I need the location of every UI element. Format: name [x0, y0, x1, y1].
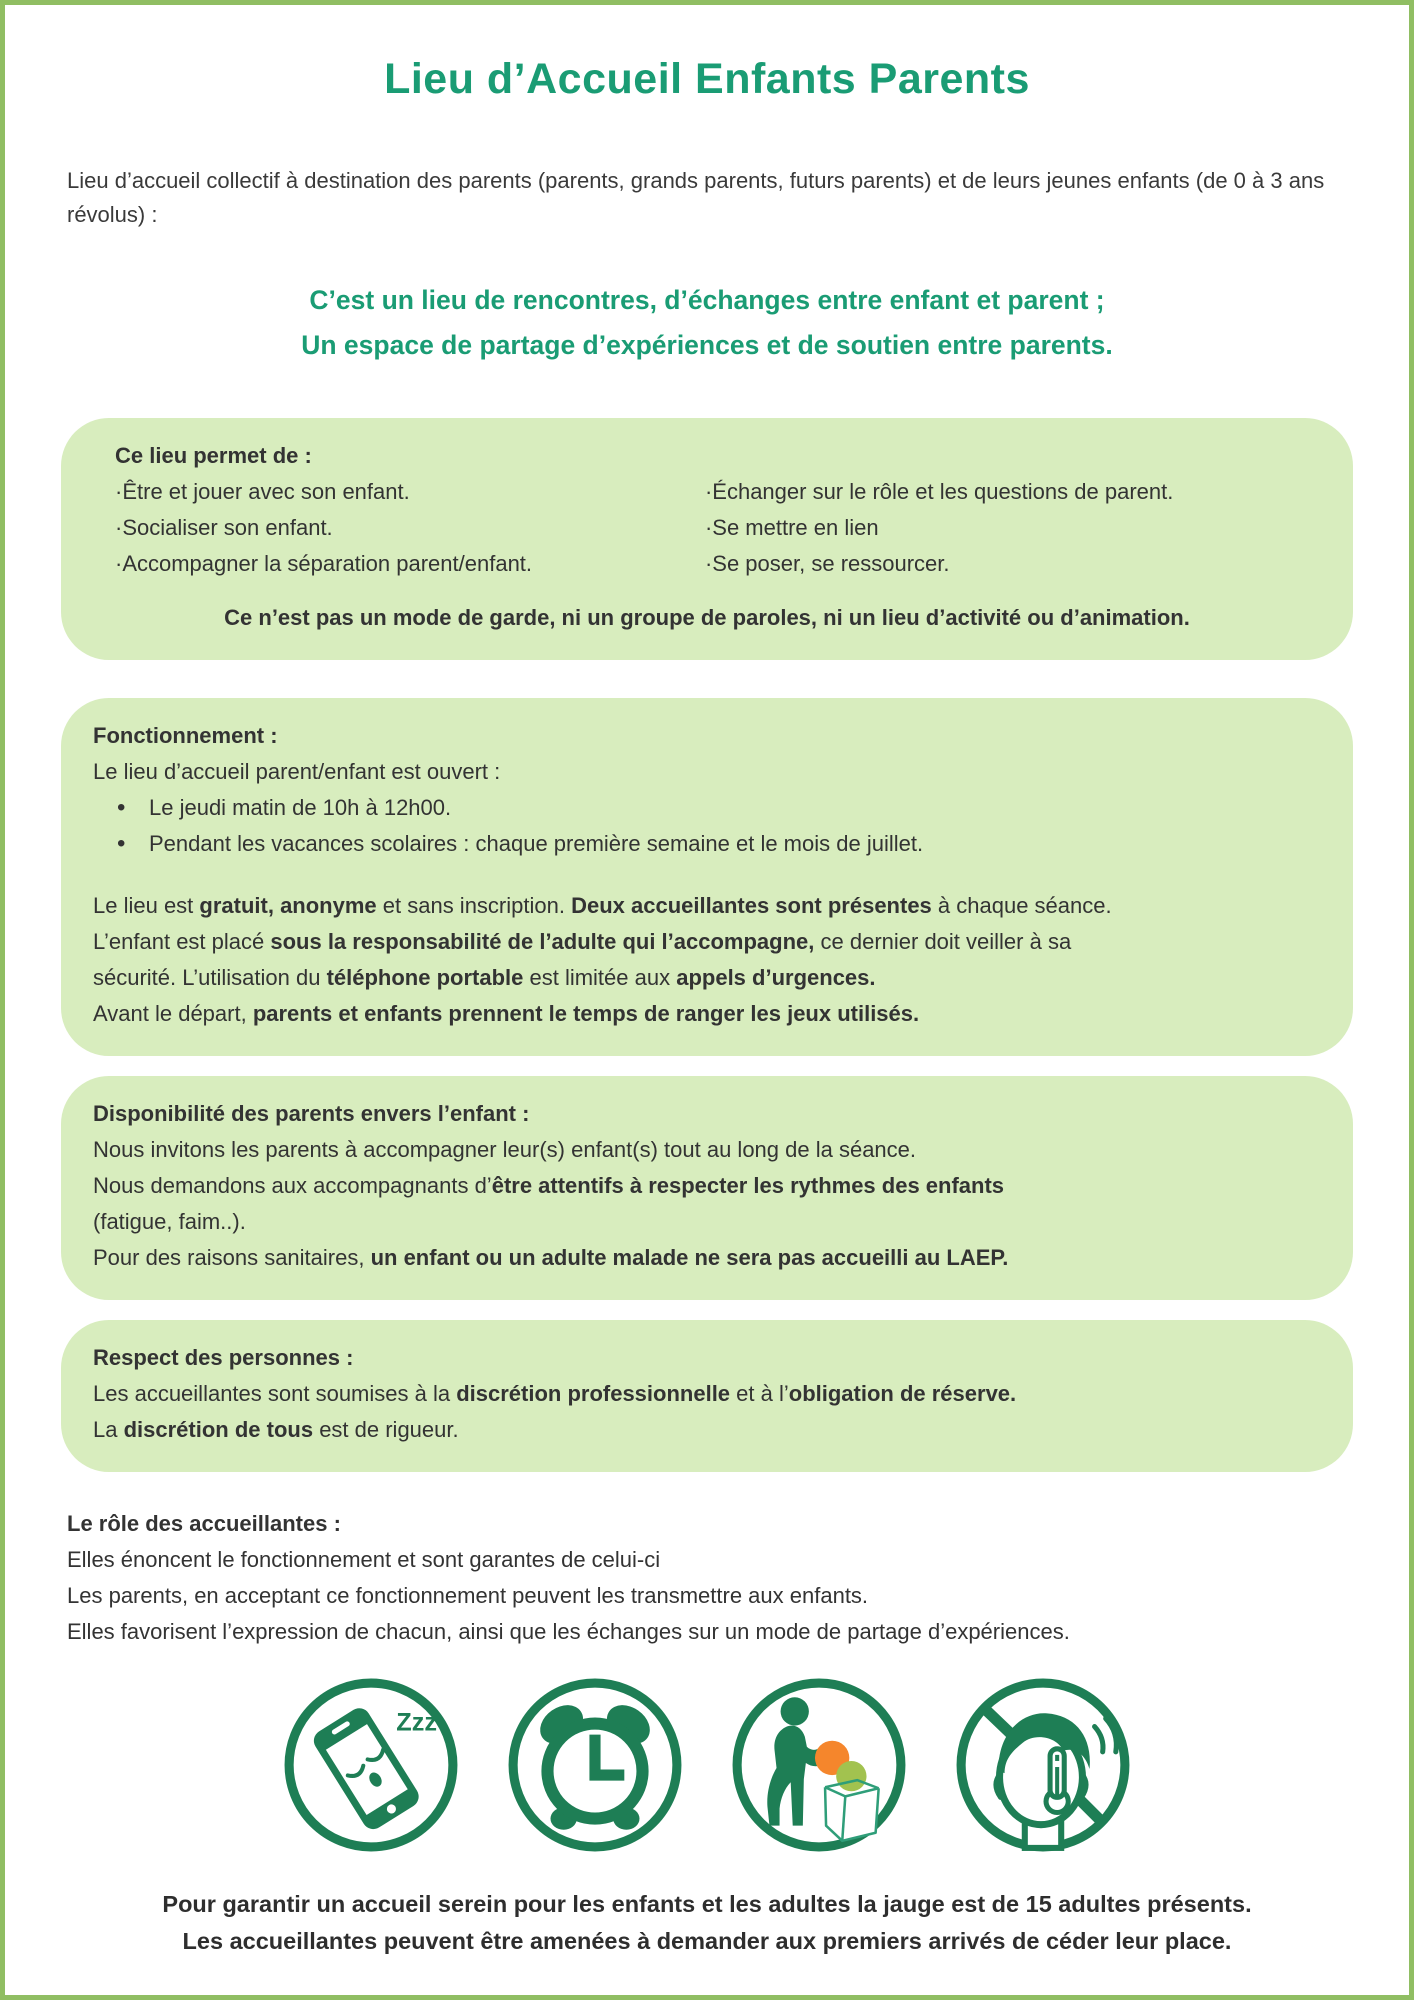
permet-item: ·Être et jouer avec son enfant. [115, 479, 410, 504]
disponibilite-line: (fatigue, faim..). [93, 1209, 246, 1234]
permet-item: ·Socialiser son enfant. [115, 515, 333, 540]
permet-column-1 [115, 474, 705, 582]
role-line: Les parents, en acceptant ce fonctionnement peuvent les transmettre aux enfants. [67, 1583, 869, 1608]
capacity-notice [5, 1886, 1409, 1960]
tagline [5, 278, 1409, 368]
fonctionnement-intro: Le lieu d’accueil parent/enfant est ouvert : [93, 759, 501, 784]
zzz-label: Zzz [396, 1708, 437, 1737]
permet-column-2 [705, 474, 1319, 582]
intro-paragraph: Lieu d’accueil collectif à destination des parents (parents, grands parents, futurs parents) et de leurs jeunes enfants (de 0 à 3 ans révolus) : [67, 168, 1325, 227]
fonctionnement-line: Avant le départ, parents et enfants prennent le temps de ranger les jeux utilisés. [93, 1001, 920, 1026]
sleeping-phone-icon [280, 1674, 462, 1856]
page-title: Lieu d’Accueil Enfants Parents [384, 55, 1030, 103]
fonctionnement-line: sécurité. L’utilisation du téléphone portable est limitée aux appels d’urgences. [93, 965, 876, 990]
role-heading: Le rôle des accueillantes : [67, 1511, 341, 1536]
permet-item: ·Se poser, se ressourcer. [704, 551, 950, 576]
schedule-bullet: • Le jeudi matin de 10h à 12h00. [93, 790, 1319, 826]
respect-box [61, 1320, 1353, 1472]
disponibilite-line: Nous demandons aux accompagnants d’être attentifs à respecter les rythmes des enfants [93, 1173, 1005, 1198]
permet-columns [115, 474, 1319, 582]
role-line: Elles favorisent l’expression de chacun, ainsi que les échanges sur un mode de partage d’expériences. [67, 1619, 1070, 1644]
disponibilite-line: Nous invitons les parents à accompagner leur(s) enfant(s) tout au long de la séance. [93, 1137, 917, 1162]
fonctionnement-box [61, 698, 1353, 1056]
alarm-clock-icon [504, 1674, 686, 1856]
capacity-line-2: Les accueillantes peuvent être amenées à demander aux premiers arrivés de céder leur place. [182, 1928, 1232, 1954]
role-section [67, 1506, 1347, 1650]
schedule-bullet: • Pendant les vacances scolaires : chaque première semaine et le mois de juillet. [93, 826, 1319, 862]
no-sick-person-icon [952, 1674, 1134, 1856]
not-daycare-warning: Ce n’est pas un mode de garde, ni un groupe de paroles, ni un lieu d’activité ou d’animation. [224, 605, 1190, 630]
disponibilite-line: Pour des raisons sanitaires, un enfant ou un adulte malade ne sera pas accueilli au LAEP. [93, 1245, 1009, 1270]
fonctionnement-line: Le lieu est gratuit, anonyme et sans inscription. Deux accueillantes sont présentes à chaque séance. [93, 893, 1112, 918]
capacity-line-1: Pour garantir un accueil serein pour les enfants et les adultes la jauge est de 15 adultes présents. [162, 1891, 1252, 1917]
tagline-line-2: Un espace de partage d’expériences et de soutien entre parents. [301, 330, 1113, 360]
permet-item: ·Échanger sur le rôle et les questions de parent. [704, 479, 1174, 504]
tagline-line-1: C’est un lieu de rencontres, d’échanges entre enfant et parent ; [309, 285, 1105, 315]
disponibilite-heading: Disponibilité des parents envers l’enfant : [93, 1101, 530, 1126]
disponibilite-box [61, 1076, 1353, 1300]
spacer [93, 862, 1319, 888]
respect-heading: Respect des personnes : [93, 1345, 354, 1370]
respect-line: Les accueillantes sont soumises à la discrétion professionnelle et à l’obligation de réserve. [93, 1381, 1017, 1406]
pictogram-row [5, 1674, 1409, 1856]
fonctionnement-line: L’enfant est placé sous la responsabilité de l’adulte qui l’accompagne, ce dernier doit veiller à sa [93, 929, 1072, 954]
permet-item: ·Accompagner la séparation parent/enfant. [115, 551, 533, 576]
permet-heading: Ce lieu permet de : [115, 443, 312, 468]
role-line: Elles énoncent le fonctionnement et sont garantes de celui-ci [67, 1547, 661, 1572]
permet-box [61, 418, 1353, 660]
permet-item: ·Se mettre en lien [704, 515, 879, 540]
fonctionnement-heading: Fonctionnement : [93, 723, 278, 748]
tidy-up-toys-icon [728, 1674, 910, 1856]
respect-line: La discrétion de tous est de rigueur. [93, 1417, 459, 1442]
